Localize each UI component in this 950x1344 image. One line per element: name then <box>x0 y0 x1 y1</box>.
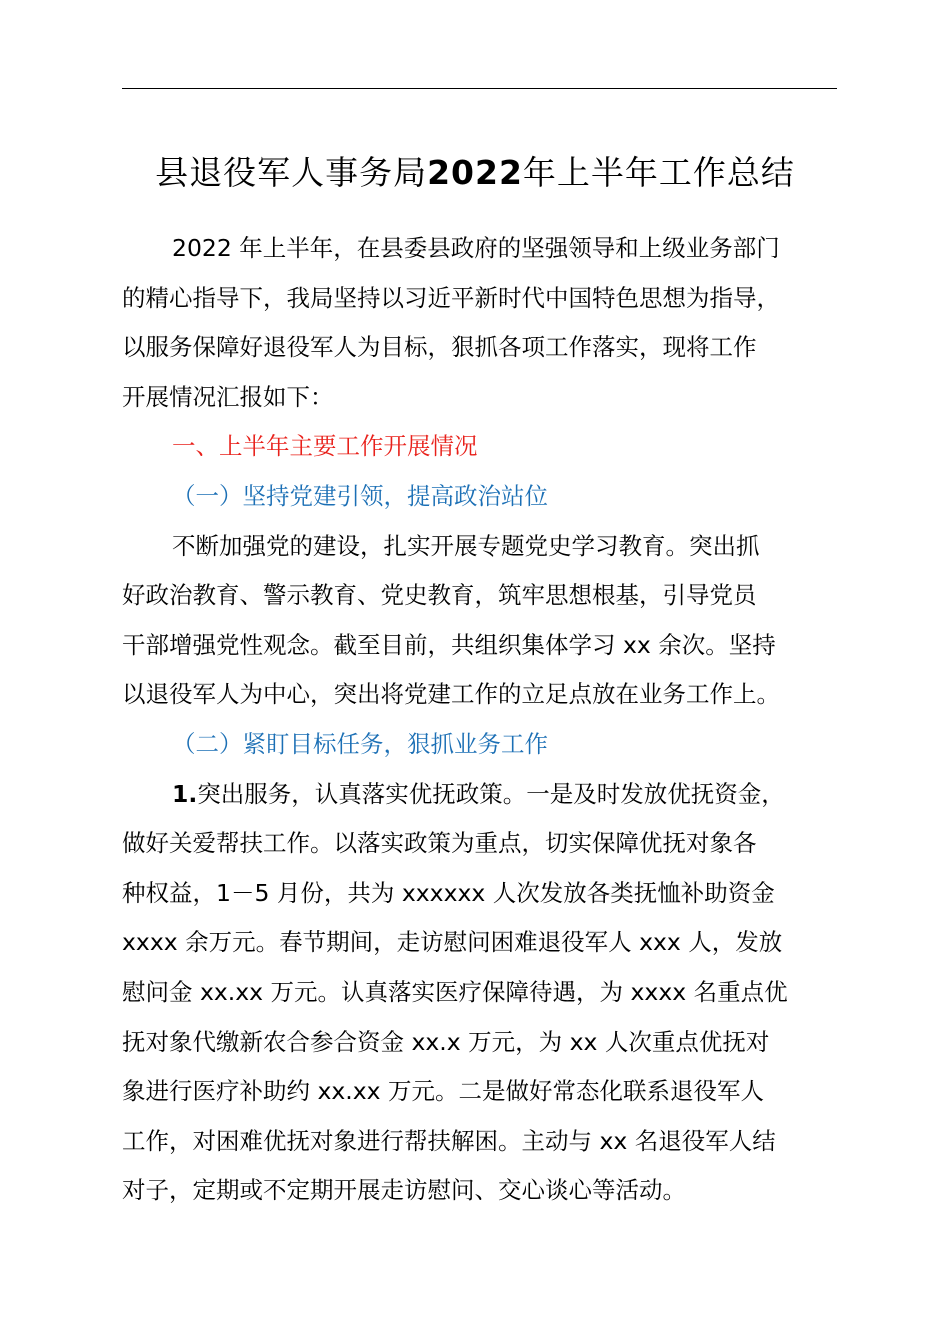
section-heading: 一、上半年主要工作开展情况 <box>172 432 478 461</box>
paragraph-line: 好政治教育、警示教育、党史教育，筑牢思想根基，引导党员 <box>122 581 757 610</box>
list-item-text: 突出服务，认真落实优抚政策。一是及时发放优抚资金， <box>197 779 785 808</box>
intro-line: 以服务保障好退役军人为目标，狠抓各项工作落实，现将工作 <box>122 333 757 362</box>
intro-line: 的精心指导下，我局坚持以习近平新时代中国特色思想为指导， <box>122 283 780 312</box>
paragraph-line: 以退役军人为中心，突出将党建工作的立足点放在业务工作上。 <box>122 680 780 709</box>
title-prefix: 县退役军人事务局 <box>155 153 428 192</box>
intro-line: 开展情况汇报如下： <box>122 382 334 411</box>
paragraph-line: 干部增强党性观念。截至目前，共组织集体学习 xx 余次。坚持 <box>122 630 776 659</box>
paragraph-line: 种权益，1－5 月份，共为 xxxxxx 人次发放各类抚恤补助资金 <box>122 878 775 907</box>
title-suffix: 年上半年工作总结 <box>522 153 795 192</box>
list-item-first-line <box>122 770 842 820</box>
paragraph-line: 慰问金 xx.xx 万元。认真落实医疗保障待遇，为 xxxx 名重点优 <box>122 977 788 1006</box>
list-item-number: 1. <box>172 779 198 808</box>
paragraph-line: 做好关爱帮扶工作。以落实政策为重点，切实保障优抚对象各 <box>122 829 757 858</box>
header-rule <box>122 88 837 89</box>
document-title <box>0 148 950 198</box>
paragraph-line: 工作，对困难优抚对象进行帮扶解困。主动与 xx 名退役军人结 <box>122 1126 776 1155</box>
subsection-heading: （二）紧盯目标任务，狠抓业务工作 <box>172 729 548 758</box>
document-body <box>122 224 842 1216</box>
paragraph-line: 不断加强党的建设，扎实开展专题党史学习教育。突出抓 <box>172 531 760 560</box>
title-year: 2022 <box>427 153 523 192</box>
paragraph-line: 象进行医疗补助约 xx.xx 万元。二是做好常态化联系退役军人 <box>122 1077 765 1106</box>
intro-line: 2022 年上半年，在县委县政府的坚强领导和上级业务部门 <box>172 234 780 262</box>
paragraph-line: xxxx 余万元。春节期间，走访慰问困难退役军人 xxx 人，发放 <box>122 928 783 957</box>
paragraph-line: 对子，定期或不定期开展走访慰问、交心谈心等活动。 <box>122 1176 686 1205</box>
subsection-heading: （一）坚持党建引领，提高政治站位 <box>172 481 548 510</box>
paragraph-line: 抚对象代缴新农合参合资金 xx.x 万元，为 xx 人次重点优抚对 <box>122 1027 770 1056</box>
